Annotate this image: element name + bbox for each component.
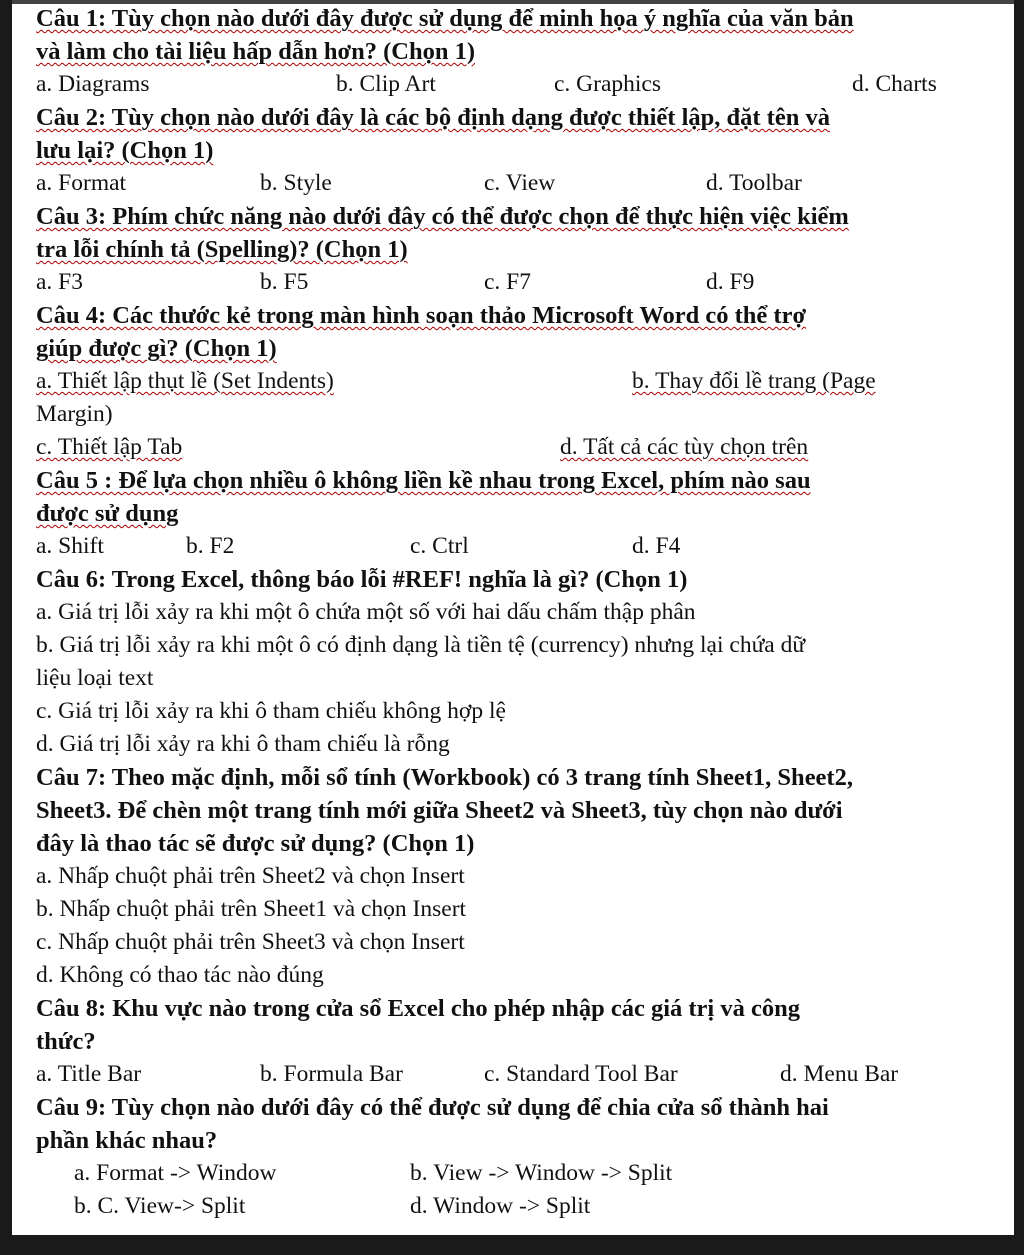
scan-left-border bbox=[0, 0, 12, 1255]
question-9 bbox=[36, 1091, 1008, 1223]
option-d: d. Toolbar bbox=[706, 170, 802, 196]
option-b-continued: liệu loại text bbox=[36, 665, 154, 691]
question-7 bbox=[36, 761, 1008, 992]
option-a: a. Format bbox=[36, 170, 127, 196]
question-7-line-3: đây là thao tác sẽ được sử dụng? (Chọn 1) bbox=[36, 830, 475, 857]
option-d: d. Giá trị lỗi xảy ra khi ô tham chiếu là rỗng bbox=[36, 731, 450, 757]
question-2-line-2: lưu lại? (Chọn 1) bbox=[36, 137, 214, 164]
question-3 bbox=[36, 200, 1008, 299]
question-7-line-1: Câu 7: Theo mặc định, mỗi sổ tính (Workbook) có 3 trang tính Sheet1, Sheet2, bbox=[36, 764, 853, 791]
option-a: a. Nhấp chuột phải trên Sheet2 và chọn Insert bbox=[36, 863, 465, 889]
question-9-options-row-2 bbox=[36, 1190, 1008, 1223]
option-b: b. F5 bbox=[260, 269, 309, 295]
option-d: d. Window -> Split bbox=[410, 1193, 591, 1219]
option-c: c. Giá trị lỗi xảy ra khi ô tham chiếu không hợp lệ bbox=[36, 698, 506, 724]
option-d: d. F9 bbox=[706, 269, 755, 295]
option-b-continued: Margin) bbox=[36, 401, 113, 427]
question-1-line-1: Câu 1: Tùy chọn nào dưới đây được sử dụng để minh họa ý nghĩa của văn bản bbox=[36, 5, 854, 32]
question-5 bbox=[36, 464, 1008, 563]
question-2-line-1: Câu 2: Tùy chọn nào dưới đây là các bộ định dạng được thiết lập, đặt tên và bbox=[36, 104, 830, 131]
question-8-options bbox=[36, 1058, 1008, 1091]
option-a: a. Giá trị lỗi xảy ra khi một ô chứa một số với hai dấu chấm thập phân bbox=[36, 599, 696, 625]
option-c: c. Standard Tool Bar bbox=[484, 1061, 678, 1087]
option-c: c. Thiết lập Tab bbox=[36, 434, 183, 460]
question-8 bbox=[36, 992, 1008, 1091]
option-b: b. Nhấp chuột phải trên Sheet1 và chọn Insert bbox=[36, 896, 467, 922]
question-3-line-1: Câu 3: Phím chức năng nào dưới đây có thể được chọn để thực hiện việc kiểm bbox=[36, 203, 849, 230]
quiz-document bbox=[36, 2, 1008, 1223]
option-b: b. View -> Window -> Split bbox=[410, 1160, 673, 1186]
question-9-options-row-1 bbox=[36, 1157, 1008, 1190]
option-c: c. Graphics bbox=[554, 71, 662, 97]
question-3-options bbox=[36, 266, 1008, 299]
option-c: c. Nhấp chuột phải trên Sheet3 và chọn Insert bbox=[36, 929, 465, 955]
question-1 bbox=[36, 2, 1008, 101]
question-8-line-2: thức? bbox=[36, 1028, 96, 1055]
question-6-line-1: Câu 6: Trong Excel, thông báo lỗi #REF! nghĩa là gì? (Chọn 1) bbox=[36, 566, 688, 593]
option-a: a. Format -> Window bbox=[74, 1160, 277, 1186]
option-c: c. View bbox=[484, 170, 556, 196]
question-1-options bbox=[36, 68, 1008, 101]
scan-right-border bbox=[1014, 0, 1024, 1255]
question-4 bbox=[36, 299, 1008, 464]
option-b: b. Style bbox=[260, 170, 332, 196]
question-2 bbox=[36, 101, 1008, 200]
question-4-options-row-1 bbox=[36, 365, 1008, 398]
question-8-line-1: Câu 8: Khu vực nào trong cửa sổ Excel cho phép nhập các giá trị và công bbox=[36, 995, 800, 1022]
question-4-options-row-2 bbox=[36, 431, 1008, 464]
question-2-options bbox=[36, 167, 1008, 200]
option-b: b. Giá trị lỗi xảy ra khi một ô có định dạng là tiền tệ (currency) nhưng lại chứa dữ bbox=[36, 632, 806, 658]
option-b: b. Thay đổi lề trang (Page bbox=[632, 368, 876, 394]
scan-bottom-border bbox=[0, 1235, 1024, 1255]
question-5-line-1: Câu 5 : Để lựa chọn nhiều ô không liền kề nhau trong Excel, phím nào sau bbox=[36, 467, 811, 494]
option-a: a. Diagrams bbox=[36, 71, 150, 97]
option-d: d. F4 bbox=[632, 533, 681, 559]
option-b: b. F2 bbox=[186, 533, 235, 559]
option-a: a. Shift bbox=[36, 533, 104, 559]
question-5-line-2: được sử dụng bbox=[36, 500, 179, 527]
option-d: d. Không có thao tác nào đúng bbox=[36, 962, 324, 988]
option-d: d. Menu Bar bbox=[780, 1061, 899, 1087]
option-a: a. F3 bbox=[36, 269, 83, 295]
question-7-line-2: Sheet3. Để chèn một trang tính mới giữa Sheet2 và Sheet3, tùy chọn nào dưới bbox=[36, 797, 843, 824]
question-4-line-2: giúp được gì? (Chọn 1) bbox=[36, 335, 277, 362]
option-a: a. Thiết lập thụt lề (Set Indents) bbox=[36, 368, 334, 394]
option-d: d. Tất cả các tùy chọn trên bbox=[560, 434, 809, 460]
question-4-line-1: Câu 4: Các thước kẻ trong màn hình soạn thảo Microsoft Word có thể trợ bbox=[36, 302, 807, 329]
question-1-line-2: và làm cho tài liệu hấp dẫn hơn? (Chọn 1) bbox=[36, 38, 476, 65]
option-c: c. Ctrl bbox=[410, 533, 469, 559]
option-b: b. Formula Bar bbox=[260, 1061, 403, 1087]
option-c: c. F7 bbox=[484, 269, 531, 295]
option-b: b. Clip Art bbox=[336, 71, 436, 97]
question-9-line-2: phần khác nhau? bbox=[36, 1127, 218, 1154]
option-a: a. Title Bar bbox=[36, 1061, 142, 1087]
question-9-line-1: Câu 9: Tùy chọn nào dưới đây có thể được sử dụng để chia cửa sổ thành hai bbox=[36, 1094, 829, 1121]
question-5-options bbox=[36, 530, 1008, 563]
option-d: d. Charts bbox=[852, 71, 937, 97]
question-6 bbox=[36, 563, 1008, 761]
option-c: b. C. View-> Split bbox=[74, 1193, 246, 1219]
question-3-line-2: tra lỗi chính tả (Spelling)? (Chọn 1) bbox=[36, 236, 408, 263]
